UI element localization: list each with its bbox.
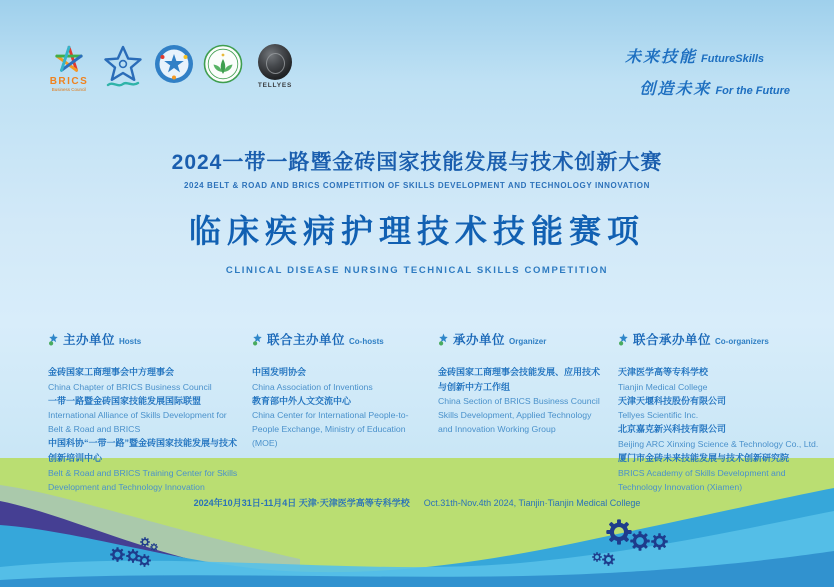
event-date-venue <box>0 496 834 509</box>
gear-icon <box>606 519 632 545</box>
section-bullet-icon <box>48 333 59 346</box>
org-name-en: Belt & Road and BRICS Training Center for Skills Development and Technology Innovation <box>48 467 238 492</box>
gear-icon <box>150 543 158 551</box>
column-hosts <box>48 330 244 494</box>
org-name-zh: 金砖国家工商理事会技能发展、应用技术与创新中方工作组 <box>438 367 601 392</box>
gear-icon <box>602 553 615 566</box>
column-organizer <box>438 330 606 436</box>
tellyes-sphere-icon <box>258 44 292 80</box>
event-date-zh: 2024年10月31日-11月4日 天津·天津医学高等专科学校 <box>193 498 410 508</box>
event-date-en: Oct.31th-Nov.4th 2024, Tianjin·Tianjin Medical College <box>423 498 641 508</box>
org-name-zh: 厦门市金砖未来技能发展与技术创新研究院 <box>618 453 790 464</box>
event-title-block <box>0 206 834 276</box>
event-title-zh: 临床疾病护理技术技能赛项 <box>188 213 645 249</box>
org-name-zh: 北京嘉克新兴科技有限公司 <box>618 424 727 435</box>
column-organizer-body <box>438 365 606 436</box>
competition-title-en: 2024 BELT & ROAD AND BRICS COMPETITION OF SKILLS DEVELOPMENT AND TECHNOLOGY INNOVATION <box>184 181 650 190</box>
column-co-organizers-header <box>618 330 820 348</box>
column-co-hosts-header-zh: 联合主办单位 <box>267 333 346 347</box>
column-co-hosts-body <box>252 365 432 451</box>
org-name-en: Tellyes Scientific Inc. <box>618 410 699 421</box>
tagline-line2-zh: 创造未来 <box>639 81 712 98</box>
competition-title-zh: 2024一带一路暨金砖国家技能发展与技术创新大赛 <box>171 151 663 174</box>
tagline-line2-en: For the Future <box>715 85 790 97</box>
org-name-zh: 一带一路暨金砖国家技能发展国际联盟 <box>48 395 202 406</box>
column-organizer-header <box>438 330 606 348</box>
section-bullet-icon <box>618 333 629 346</box>
logo-strip <box>46 44 298 93</box>
column-co-hosts-header-en: Co-hosts <box>349 337 384 346</box>
tagline <box>625 50 790 114</box>
column-co-organizers <box>618 330 820 494</box>
tellyes-logo-label: TELLYES <box>257 82 293 89</box>
column-co-hosts <box>252 330 432 451</box>
column-organizer-header-zh: 承办单位 <box>453 333 506 347</box>
org-name-en: China Association of Inventions <box>252 381 373 392</box>
org-name-zh: 中国发明协会 <box>252 367 307 377</box>
tagline-line1-zh: 未来技能 <box>625 49 698 66</box>
brics-business-council-logo <box>46 44 92 93</box>
section-bullet-icon <box>438 333 449 346</box>
column-co-hosts-header <box>252 330 432 348</box>
org-name-en: Beijing ARC Xinxing Science & Technology Co., Ltd. <box>618 438 819 449</box>
section-bullet-icon <box>252 333 263 346</box>
org-name-zh: 教育部中外人文交流中心 <box>252 395 352 406</box>
column-hosts-header <box>48 330 244 348</box>
gear-icon <box>138 554 151 567</box>
org-name-en: International Alliance of Skills Development for Belt & Road and BRICS <box>48 410 227 435</box>
org-name-en: BRICS Academy of Skills Development and Technology Innovation (Xiamen) <box>618 467 786 492</box>
org-name-zh: 中国科协“一带一路”暨金砖国家技能发展与技术创新培训中心 <box>48 438 238 464</box>
column-hosts-header-en: Hosts <box>119 337 142 346</box>
column-co-organizers-body <box>618 365 820 494</box>
round-blue-emblem-icon <box>154 44 194 84</box>
gear-icon <box>140 537 150 547</box>
column-co-organizers-header-en: Co-organizers <box>715 337 769 346</box>
brics-star-icon <box>53 44 85 76</box>
inventions-association-logo <box>154 44 194 84</box>
org-name-en: Tianjin Medical College <box>618 381 708 392</box>
org-name-zh: 金砖国家工商理事会中方理事会 <box>48 367 175 377</box>
column-co-organizers-header-zh: 联合承办单位 <box>633 333 712 347</box>
tellyes-logo <box>252 44 298 89</box>
competition-title-block <box>0 146 834 190</box>
org-name-en: China Center for International People-to-People Exchange, Ministry of Education (MOE) <box>252 410 409 449</box>
green-plant-emblem-icon <box>203 44 243 84</box>
org-name-zh: 天津天堰科技股份有限公司 <box>618 395 727 406</box>
green-emblem-logo <box>203 44 243 84</box>
org-name-zh: 天津医学高等专科学校 <box>618 367 709 377</box>
tagline-line2 <box>625 82 790 98</box>
blue-star-icon <box>101 44 145 92</box>
column-organizer-header-en: Organizer <box>509 337 547 346</box>
gear-icon <box>630 531 650 551</box>
org-name-en: China Chapter of BRICS Business Council <box>48 381 212 392</box>
brics-logo-sublabel: Business Council <box>51 87 87 92</box>
column-hosts-body <box>48 365 244 494</box>
brics-logo-label: BRICS <box>49 76 89 87</box>
tagline-line1-en: FutureSkills <box>701 53 764 65</box>
event-title-en: CLINICAL DISEASE NURSING TECHNICAL SKILLS COMPETITION <box>225 265 609 276</box>
blue-star-alliance-logo <box>101 44 145 92</box>
tagline-line1 <box>625 50 764 66</box>
column-hosts-header-zh: 主办单位 <box>63 333 116 347</box>
gear-icon <box>110 547 125 562</box>
gear-icon <box>592 552 602 562</box>
org-name-en: China Section of BRICS Business Council Skills Development, Applied Technology and Innovation Working Group <box>438 396 600 435</box>
gear-icon <box>651 533 668 550</box>
